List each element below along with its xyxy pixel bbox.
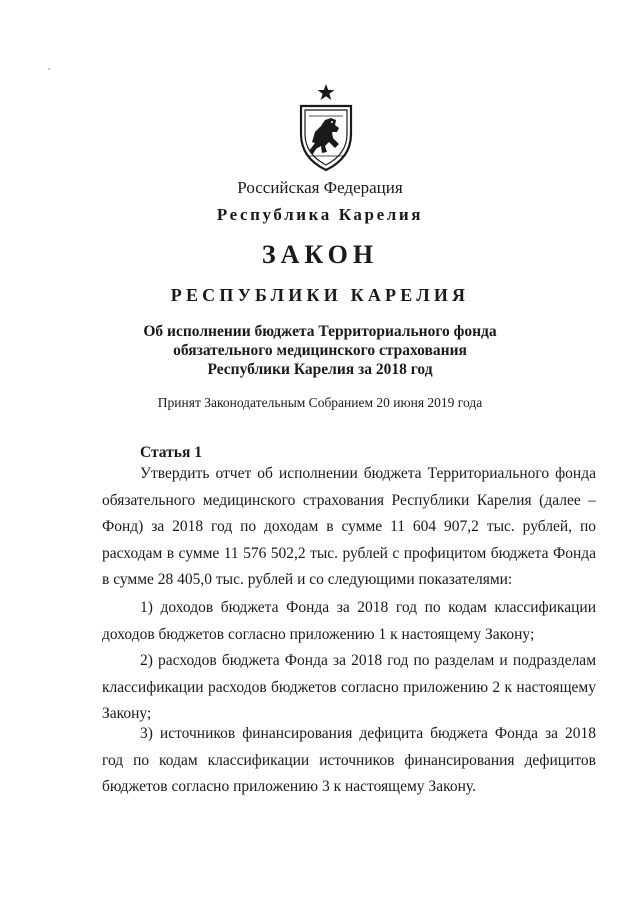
country-name: Российская Федерация (237, 178, 403, 197)
article-paragraph: 1) доходов бюджета Фонда за 2018 год по кодам классификации доходов бюджетов согласно приложению 1 к настоящему Закону; (102, 599, 596, 643)
document-issuer: РЕСПУБЛИКИ КАРЕЛИЯ (170, 285, 470, 305)
article-paragraph: 2) расходов бюджета Фонда за 2018 год по разделам и подразделам классификации расходов бюджетов согласно приложению 2 к настоящему Закону; (102, 652, 596, 722)
article-paragraph: Утвердить отчет об исполнении бюджета Территориального фонда обязательного медицинского страхования Республики Карелия (далее – Фонд) за 2018 год по доходам в сумме 11 604 907,2 тыс. рублей, по расходам в сумме 11 576 502,2 тыс. рублей с профицитом бюджета Фонда в сумме 28 405,0 тыс. рублей и со следующими показателями: (102, 465, 596, 588)
article-heading: Статья 1 (140, 444, 202, 461)
law-title-line: Республики Карелия за 2018 год (207, 361, 433, 378)
law-title-line: Об исполнении бюджета Территориального фонда (143, 323, 497, 340)
document-type: ЗАКОН (261, 240, 379, 269)
law-title (0, 322, 640, 379)
scan-speck (48, 68, 50, 70)
article-paragraph: 3) источников финансирования дефицита бюджета Фонда за 2018 год по кодам классификации источников финансирования дефицитов бюджетов согласно приложению 3 к настоящему Закону. (102, 725, 596, 795)
adoption-note: Принят Законодательным Собранием 20 июня 2019 года (157, 395, 483, 410)
law-title-line: обязательного медицинского страхования (173, 342, 467, 359)
coat-of-arms-of-karelia-icon (295, 82, 357, 174)
republic-name: Республика Карелия (216, 205, 424, 224)
